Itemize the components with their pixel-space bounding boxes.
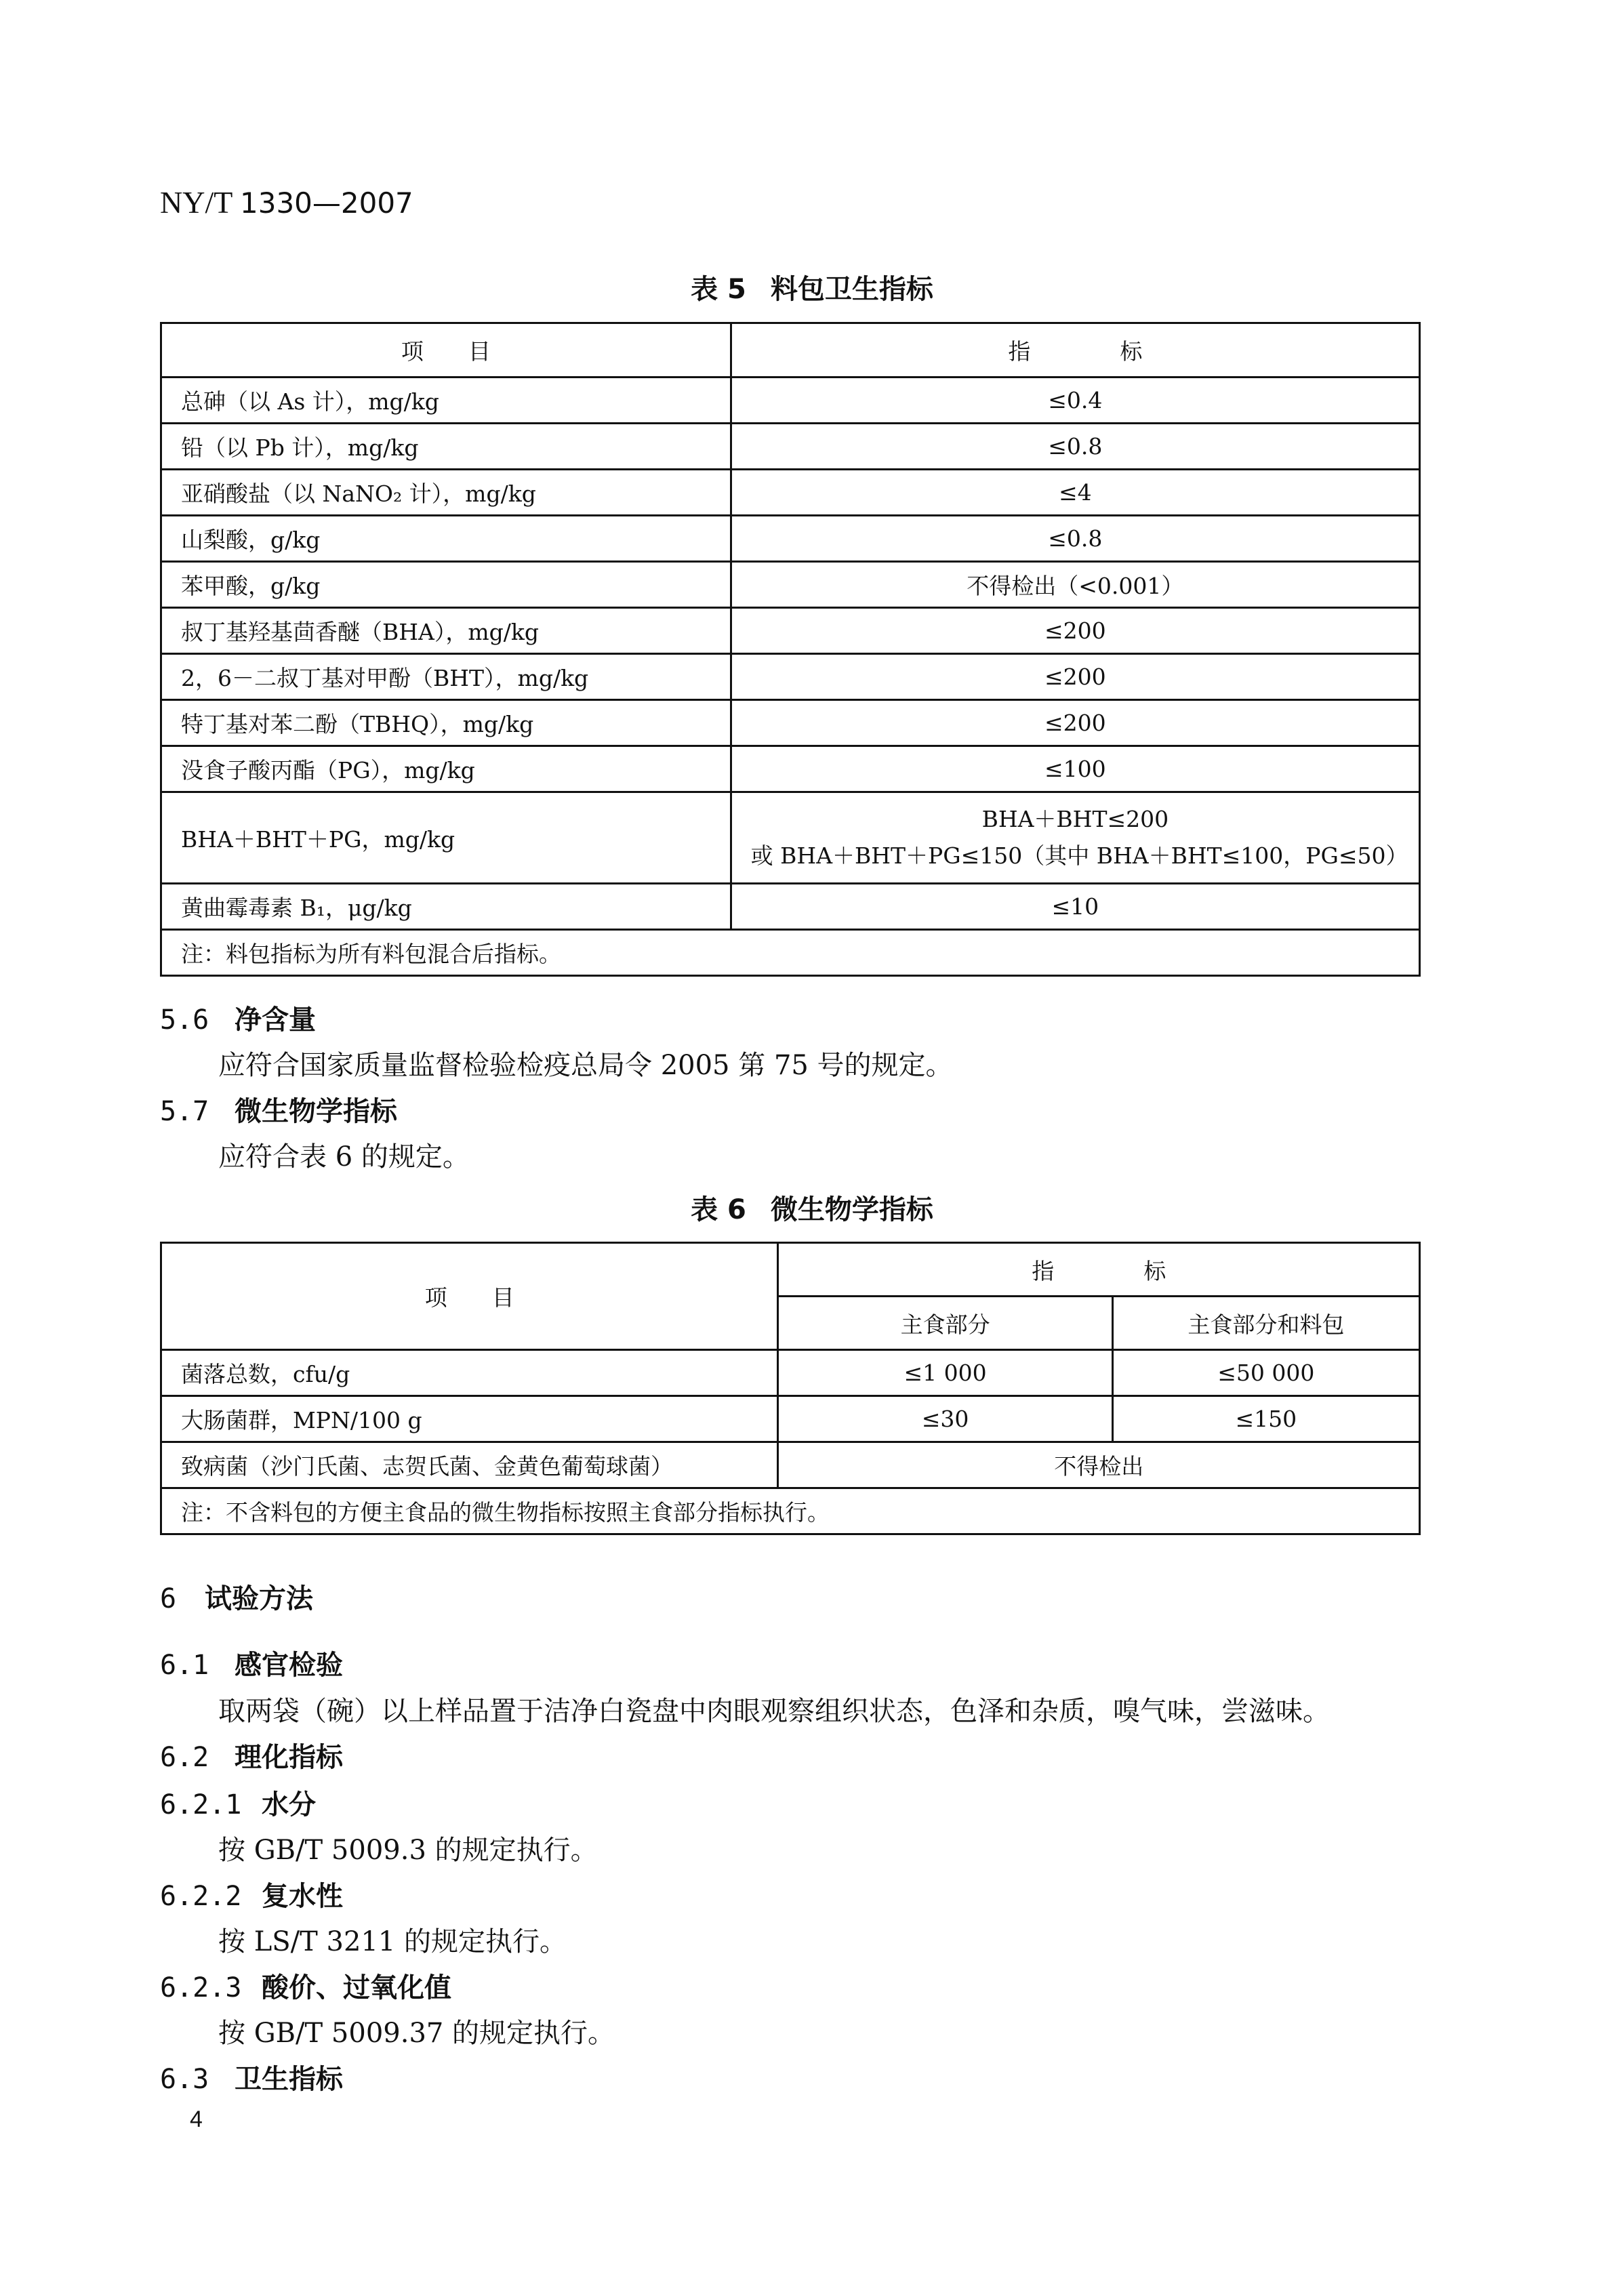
table5-header-index: 指 标 bbox=[731, 323, 1419, 378]
section-title: 净含量 bbox=[235, 1004, 316, 1036]
table6-pathogen-value: 不得检出 bbox=[778, 1442, 1420, 1488]
table5-note: 注：料包指标为所有料包混合后指标。 bbox=[161, 930, 1420, 976]
table6-note: 注：不含料包的方便主食品的微生物指标按照主食部分指标执行。 bbox=[161, 1488, 1420, 1534]
table5-combo-value bbox=[731, 792, 1419, 884]
table5-value: ≤200 bbox=[731, 608, 1419, 654]
section-6-3-heading bbox=[160, 2058, 343, 2096]
table-row bbox=[161, 884, 1420, 930]
table-row bbox=[161, 608, 1420, 654]
section-6-2-1-heading bbox=[160, 1783, 316, 1822]
table6-caption bbox=[0, 1188, 1624, 1227]
section-title: 水分 bbox=[262, 1789, 316, 1820]
section-number: 6.2 bbox=[160, 1742, 209, 1773]
table-row bbox=[161, 1350, 1420, 1396]
standard-prefix: NY/T bbox=[160, 185, 232, 220]
section-number: 6.1 bbox=[160, 1650, 209, 1681]
table5-value: ≤100 bbox=[731, 746, 1419, 792]
section-number: 5.7 bbox=[160, 1096, 209, 1127]
table-row bbox=[161, 424, 1420, 470]
table6-staple-value: ≤30 bbox=[778, 1396, 1112, 1442]
section-5-7-heading bbox=[160, 1090, 397, 1128]
table-row bbox=[161, 1488, 1420, 1534]
table-row bbox=[161, 1396, 1420, 1442]
section-6-1-text: 取两袋（碗）以上样品置于洁净白瓷盘中肉眼观察组织状态，色泽和杂质，嗅气味，尝滋味。 bbox=[218, 1696, 1330, 1727]
section-title: 酸价、过氧化值 bbox=[262, 1972, 451, 2003]
table5-caption bbox=[0, 268, 1624, 306]
section-6-2-heading bbox=[160, 1736, 343, 1774]
section-title: 微生物学指标 bbox=[235, 1096, 397, 1127]
table5-number: 表 5 bbox=[691, 274, 746, 305]
section-5-6-heading bbox=[160, 998, 316, 1037]
section-number: 6.2.1 bbox=[160, 1789, 242, 1820]
table6-title: 微生物学指标 bbox=[770, 1194, 933, 1225]
table5-item: 总砷（以 As 计），mg/kg bbox=[161, 378, 731, 424]
section-5-6-text: 应符合国家质量监督检验检疫总局令 2005 第 75 号的规定。 bbox=[218, 1050, 953, 1081]
table5-item: 苯甲酸，g/kg bbox=[161, 562, 731, 608]
table-row bbox=[161, 470, 1420, 516]
section-title: 复水性 bbox=[262, 1881, 343, 1912]
table5-value: ≤200 bbox=[731, 700, 1419, 746]
table-row bbox=[161, 700, 1420, 746]
section-number: 6.3 bbox=[160, 2064, 209, 2095]
section-number: 6 bbox=[160, 1583, 177, 1614]
table5-combo-value-line1: BHA＋BHT≤200 bbox=[981, 806, 1169, 832]
table-row bbox=[161, 746, 1420, 792]
table5-item: 特丁基对苯二酚（TBHQ），mg/kg bbox=[161, 700, 731, 746]
section-title: 卫生指标 bbox=[235, 2064, 343, 2095]
table6-header-index: 指 标 bbox=[778, 1243, 1420, 1297]
section-title: 感官检验 bbox=[235, 1650, 343, 1681]
table6-item: 大肠菌群，MPN/100 g bbox=[161, 1396, 778, 1442]
table5-aflatoxin-value: ≤10 bbox=[731, 884, 1419, 930]
table-row bbox=[161, 1442, 1420, 1488]
page-number: 4 bbox=[190, 2106, 203, 2132]
table5-value: ≤200 bbox=[731, 654, 1419, 700]
section-number: 6.2.2 bbox=[160, 1881, 242, 1912]
table5-value: ≤0.8 bbox=[731, 424, 1419, 470]
table6-staple-pack-value: ≤50 000 bbox=[1112, 1350, 1419, 1396]
table5-value: ≤0.8 bbox=[731, 516, 1419, 562]
section-number: 6.2.3 bbox=[160, 1972, 242, 2003]
table5-value: 不得检出（<0.001） bbox=[731, 562, 1419, 608]
table-row bbox=[161, 562, 1420, 608]
table6 bbox=[160, 1242, 1421, 1535]
table-row bbox=[161, 930, 1420, 976]
section-number: 5.6 bbox=[160, 1004, 209, 1036]
section-title: 试验方法 bbox=[205, 1583, 313, 1614]
section-6-2-2-heading bbox=[160, 1875, 343, 1913]
table5-title: 料包卫生指标 bbox=[770, 274, 933, 305]
table6-header-staple: 主食部分 bbox=[778, 1297, 1112, 1350]
table5-header-item: 项 目 bbox=[161, 323, 731, 378]
table5-value: ≤4 bbox=[731, 470, 1419, 516]
table6-staple-value: ≤1 000 bbox=[778, 1350, 1112, 1396]
table-row bbox=[161, 654, 1420, 700]
section-5-7-text: 应符合表 6 的规定。 bbox=[218, 1141, 470, 1173]
table6-staple-pack-value: ≤150 bbox=[1112, 1396, 1419, 1442]
section-6-2-1-text: 按 GB/T 5009.3 的规定执行。 bbox=[218, 1835, 598, 1866]
table5 bbox=[160, 322, 1421, 977]
table5-aflatoxin-item: 黄曲霉毒素 B₁，μg/kg bbox=[161, 884, 731, 930]
table5-item: 亚硝酸盐（以 NaNO₂ 计），mg/kg bbox=[161, 470, 731, 516]
table-row bbox=[161, 378, 1420, 424]
table5-item: 叔丁基羟基茴香醚（BHA），mg/kg bbox=[161, 608, 731, 654]
section-6-2-3-heading bbox=[160, 1966, 451, 2005]
section-6-2-2-text: 按 LS/T 3211 的规定执行。 bbox=[218, 1926, 567, 1957]
table5-combo-item: BHA＋BHT＋PG，mg/kg bbox=[161, 792, 731, 884]
section-6-heading bbox=[160, 1577, 313, 1616]
section-title: 理化指标 bbox=[235, 1742, 343, 1773]
table5-combo-value-line2: 或 BHA＋BHT＋PG≤150（其中 BHA＋BHT≤100，PG≤50） bbox=[750, 842, 1408, 869]
table6-header-item: 项 目 bbox=[161, 1243, 778, 1350]
table5-item: 山梨酸，g/kg bbox=[161, 516, 731, 562]
table5-item: 铅（以 Pb 计），mg/kg bbox=[161, 424, 731, 470]
table6-header-staple-pack: 主食部分和料包 bbox=[1112, 1297, 1419, 1350]
table-row bbox=[161, 792, 1420, 884]
table5-item: 2，6－二叔丁基对甲酚（BHT），mg/kg bbox=[161, 654, 731, 700]
table-row bbox=[161, 516, 1420, 562]
table6-number: 表 6 bbox=[691, 1194, 746, 1225]
table6-pathogen-item: 致病菌（沙门氏菌、志贺氏菌、金黄色葡萄球菌） bbox=[161, 1442, 778, 1488]
section-6-1-heading bbox=[160, 1644, 343, 1682]
standard-code bbox=[160, 184, 413, 220]
section-6-2-3-text: 按 GB/T 5009.37 的规定执行。 bbox=[218, 2018, 615, 2049]
table5-value: ≤0.4 bbox=[731, 378, 1419, 424]
standard-number: 1330—2007 bbox=[240, 186, 413, 220]
table5-item: 没食子酸丙酯（PG），mg/kg bbox=[161, 746, 731, 792]
table6-item: 菌落总数，cfu/g bbox=[161, 1350, 778, 1396]
